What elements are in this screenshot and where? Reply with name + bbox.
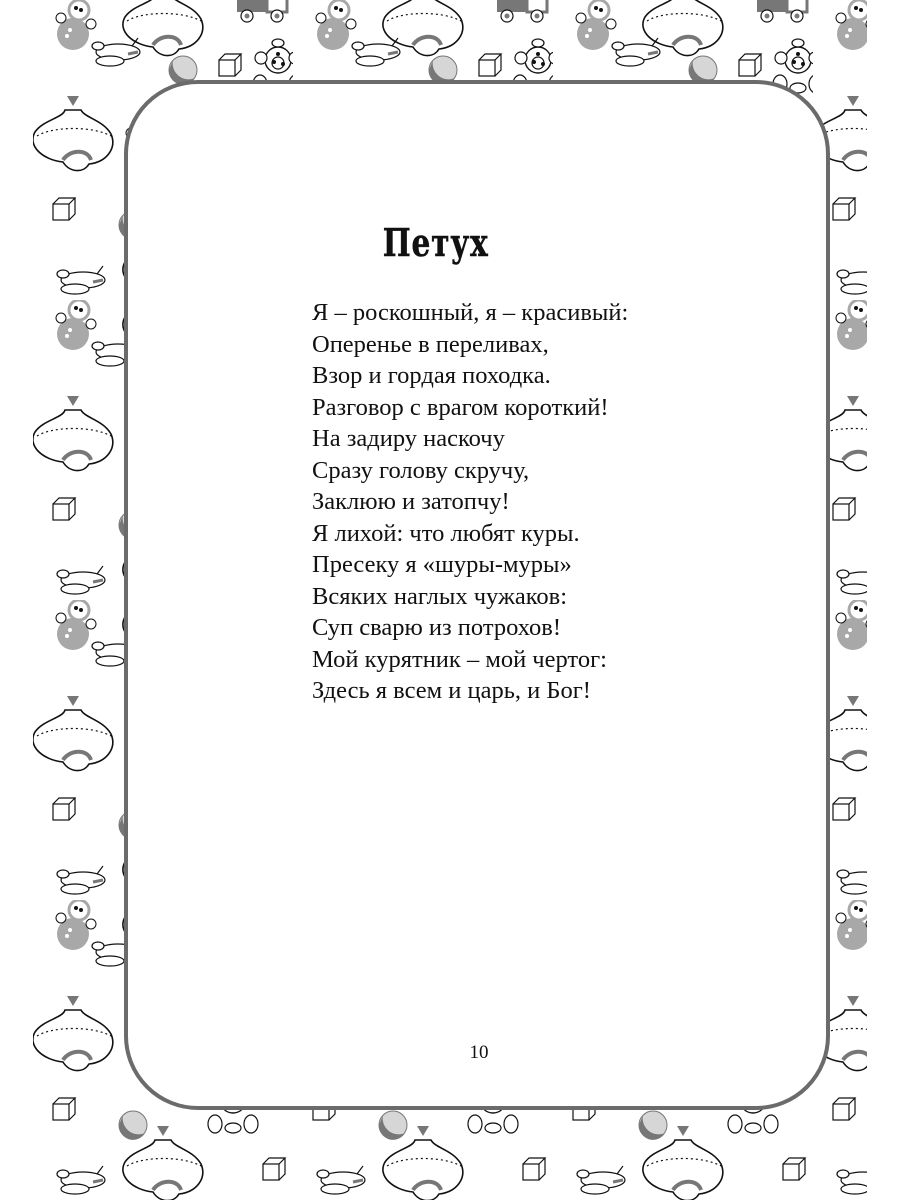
poem-line: На задиру наскочу [312,425,505,452]
poem-line: Сразу голову скручу, [312,456,530,484]
poem-body [312,297,628,707]
poem-line: Мой курятник – мой чертог: [312,645,607,673]
poem-line: Разговор с врагом короткий! [312,393,609,421]
poem-line: Суп сварю из потрохов! [312,614,562,641]
poem-line: Взор и гордая походка. [312,362,551,389]
page-frame [124,80,830,1110]
poem-line: Я – роскошный, я – красивый: [312,299,629,326]
poem-line: Здесь я всем и царь, и Бог! [312,677,591,704]
page-number: 10 [469,1042,489,1063]
poem-title: Петух [382,220,489,265]
poem-line: Оперенье в переливах, [312,330,549,358]
poem-line: Я лихой: что любят куры. [312,519,580,547]
poem-line: Всяких наглых чужаков: [312,582,568,610]
poem-line: Пресеку я «шуры-муры» [312,551,572,578]
poem-line: Заклюю и затопчу! [312,488,510,515]
